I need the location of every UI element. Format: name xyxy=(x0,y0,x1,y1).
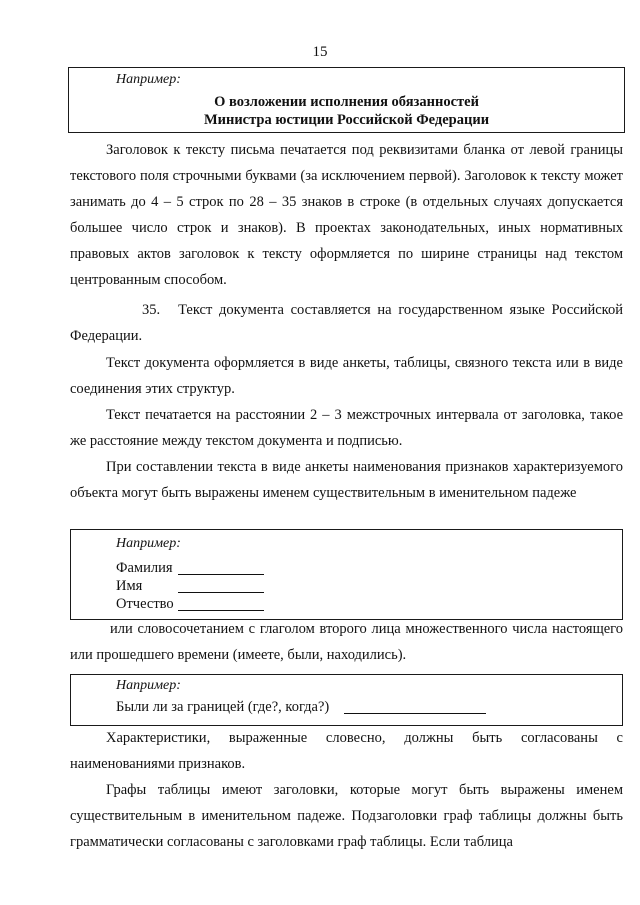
field-label-name: Имя xyxy=(116,578,143,594)
example-heading-line-1: О возложении исполнения обязанностей xyxy=(214,94,479,110)
paragraph-text-forms: Текст документа оформляется в виде анкеты, таблицы, связного текста или в виде соединения этих структур. xyxy=(70,355,623,397)
question-example: Были ли за границей (где?, когда?) xyxy=(116,699,330,715)
example-label: Например: xyxy=(116,678,181,693)
paragraph-number: 35. xyxy=(142,302,161,318)
paragraph-characteristics: Характеристики, выраженные словесно, должны быть согласованы с наименованиями признаков. xyxy=(70,730,623,772)
field-line-patronymic xyxy=(178,610,264,611)
field-line-surname xyxy=(178,574,264,575)
question-answer-line xyxy=(344,713,486,714)
example-label: Например: xyxy=(116,536,181,551)
paragraph-heading-rules: Заголовок к тексту письма печатается под реквизитами бланка от левой границы текстового поля строчными буквами (за исключением первой). Заголовок к тексту может занимать до 4 – 5 строк по 28 – 35 знаков в строке (в отдельных случаях допускается большее число строк и знаков). В проектах законодательных, иных нормативных правовых актов заголовок к тексту оформляется по ширине страницы над текстом центрованным способом. xyxy=(70,142,623,288)
field-label-surname: Фамилия xyxy=(116,560,173,576)
paragraph-tables: Графы таблицы имеют заголовки, которые могут быть выражены именем существительным в именительном падеже. Подзаголовки граф таблицы должны быть грамматически согласованы с заголовками граф таблицы. Если таблица xyxy=(70,782,623,850)
example-heading-line-2: Министра юстиции Российской Федерации xyxy=(203,112,490,128)
paragraph-35-text: Текст документа составляется на государственном языке Российской Федерации. xyxy=(70,302,623,344)
paragraph-questionnaire: При составлении текста в виде анкеты наименования признаков характеризуемого объекта могут быть выражены именем существительным в именительном падеже xyxy=(70,459,623,501)
paragraph-spacing: Текст печатается на расстоянии 2 – 3 межстрочных интервала от заголовка, такое же расстояние между текстом документа и подписью. xyxy=(70,407,623,449)
field-label-patronymic: Отчество xyxy=(116,596,174,612)
paragraph-verb-phrase: или словосочетанием с глаголом второго лица множественного числа настоящего или прошедшего времени (имеете, были, находились). xyxy=(70,621,623,663)
paragraph-35 xyxy=(70,297,623,349)
page-number: 15 xyxy=(312,44,328,60)
field-line-name xyxy=(178,592,264,593)
example-label: Например: xyxy=(116,72,181,87)
